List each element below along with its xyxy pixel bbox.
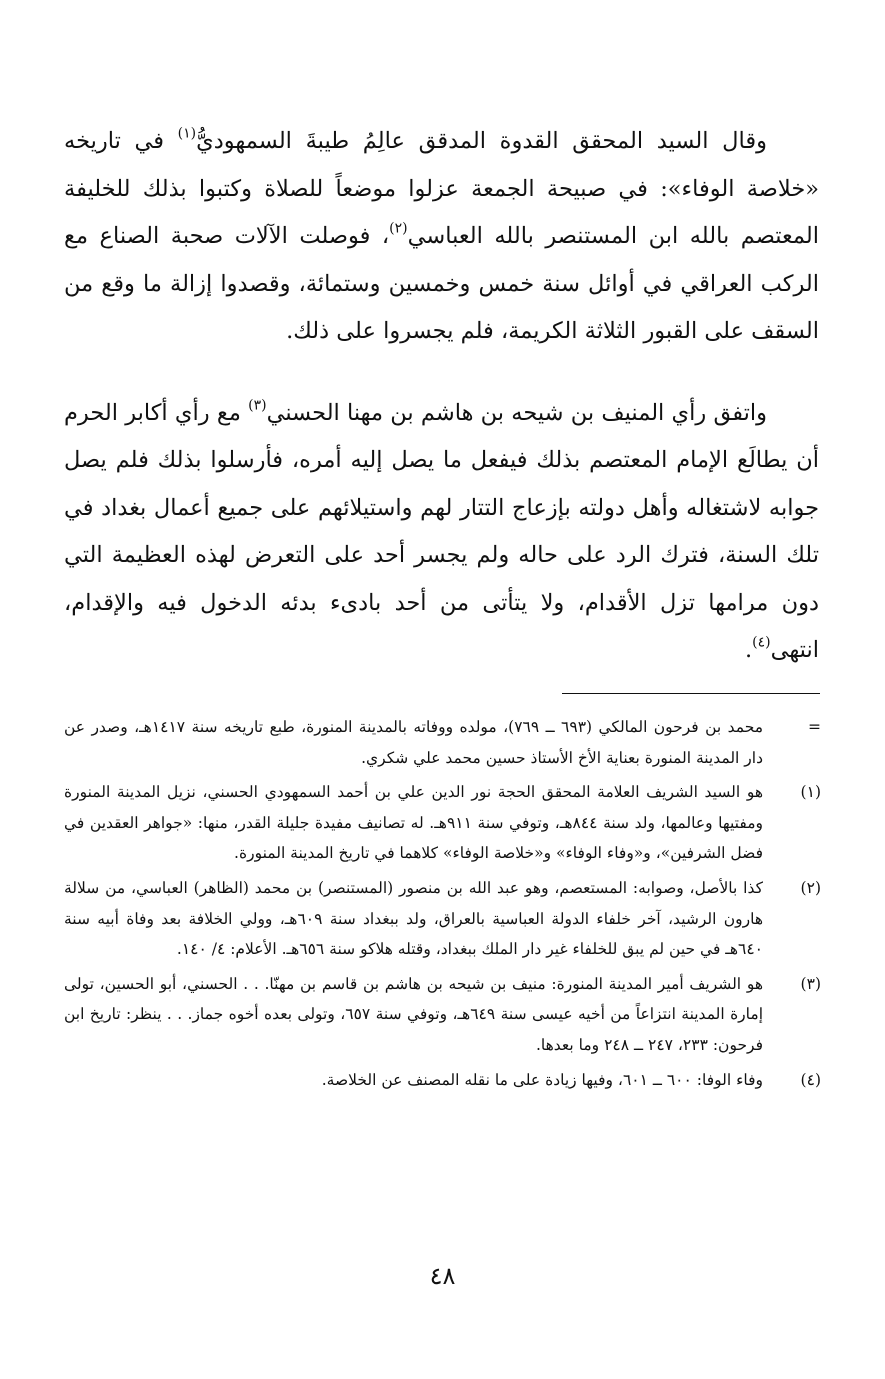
paragraph-2-text-c: . <box>744 637 753 663</box>
footnotes <box>64 712 821 1099</box>
footnote-ref-3: (٣) <box>248 397 267 413</box>
footnote-3 <box>64 969 821 1061</box>
footnote-text: هو الشريف أمير المدينة المنورة: منيف بن شيحه بن هاشم بن قاسم بن مهنّا. . . الحسني، أبو الحسين، تولى إمارة المدينة انتزاعاً من أخيه عيسى سنة ٦٤٩هـ، وتوفي سنة ٦٥٧، وتولى بعده أخوه جماز. . . ينظر: تاريخ ابن فرحون: ٢٣٣، ٢٤٧ ــ ٢٤٨ وما بعدها. <box>64 974 764 1054</box>
paragraph-2-text-b: مع رأي أكابر الحرم أن يطالَع الإمام المعتصم بذلك فيفعل ما يصل إليه أمره، فأرسلوا بذلك فلم يصل جوابه لاشتغاله وأهل دولته بإزعاج التتار لهم واستيلائهم على جميع أعمال بغداد في تلك السنة، فترك الرد على حاله ولم يجسر أحد على التعرض لهذه العظيمة التي دون مرامها تزل الأقدام، ولا يتأتى من أحد بادىء بدئه الدخول فيه والإقدام، انتهى <box>64 399 819 663</box>
footnote-marker: (٢) <box>800 878 821 897</box>
paragraph-1 <box>64 118 819 356</box>
footnote-ref-1: (١) <box>177 125 197 142</box>
paragraph-1-text-a: وقال السيد المحقق القدوة المدقق عالِمُ طيبةَ السمهوديُّ <box>196 128 767 154</box>
paragraph-1-text-b: في تاريخه «خلاصة الوفاء»: في صبيحة الجمعة عزلوا موضعاً للصلاة وكتبوا بذلك للخليفة المعتصم بالله ابن المستنصر بالله العباسي <box>64 128 819 249</box>
footnote-ref-2: (٢) <box>389 220 408 237</box>
paragraph-2-text-a: واتفق رأي المنيف بن شيحه بن هاشم بن مهنا الحسني <box>266 399 767 426</box>
footnote-ref-4: (٤) <box>752 634 771 651</box>
footnote-marker: (٤) <box>800 1070 821 1089</box>
main-text <box>64 118 819 675</box>
footnote-2 <box>64 873 821 965</box>
paragraph-1-text-c: ، فوصلت الآلات صحبة الصناع مع الركب العراقي في أوائل سنة خمس وخمسين وستمائة، وقصدوا إزالة ما وقع من السقف على القبور الثلاثة الكريمة، فلم يجسروا على ذلك. <box>64 223 819 344</box>
footnote-text: وفاء الوفا: ٦٠٠ ــ ٦٠١، وفيها زيادة على ما نقله المصنف عن الخلاصة. <box>321 1070 763 1089</box>
footnote-continued <box>64 712 821 773</box>
footnote-4 <box>64 1065 821 1096</box>
footnote-separator <box>562 693 820 694</box>
footnote-1 <box>64 777 821 869</box>
footnote-text: محمد بن فرحون المالكي (٦٩٣ ــ ٧٦٩)، مولده ووفاته بالمدينة المنورة، طبع تاريخه سنة ١٤١٧هـ، وصدر عن دار المدينة المنورة بعناية الأخ الأستاذ حسين محمد علي شكري. <box>64 718 764 767</box>
footnote-text: هو السيد الشريف العلامة المحقق الحجة نور الدين علي بن أحمد السمهودي الحسني، نزيل المدينة المنورة ومفتيها وعالمها، ولد سنة ٨٤٤هـ، وتوفي سنة ٩١١هـ. له تصانيف مفيدة جليلة القدر، منها: «جواهر العقدين في فضل الشرفين»، و«وفاء الوفاء» و«خلاصة الوفاء» كلاهما في تاريخ المدينة المنورة. <box>64 783 763 863</box>
footnote-text: كذا بالأصل، وصوابه: المستعصم، وهو عبد الله بن منصور (المستنصر) بن محمد (الظاهر) العباسي، من سلالة هارون الرشيد، آخر خلفاء الدولة العباسية بالعراق، ولد ببغداد سنة ٦٠٩هـ، وولي الخلافة بعد وفاة أبيه سنة ٦٤٠هـ في حين لم يبق للخلفاء غير دار الملك ببغداد، وقتله هلاكو سنة ٦٥٦هـ. الأعلام: ٤/ ١٤٠. <box>64 878 763 959</box>
paragraph-2 <box>64 390 819 675</box>
footnote-marker: (٣) <box>800 974 821 993</box>
page-number: ٤٨ <box>429 1262 456 1290</box>
footnote-marker: = <box>808 718 821 736</box>
footnote-marker: (١) <box>800 783 821 802</box>
